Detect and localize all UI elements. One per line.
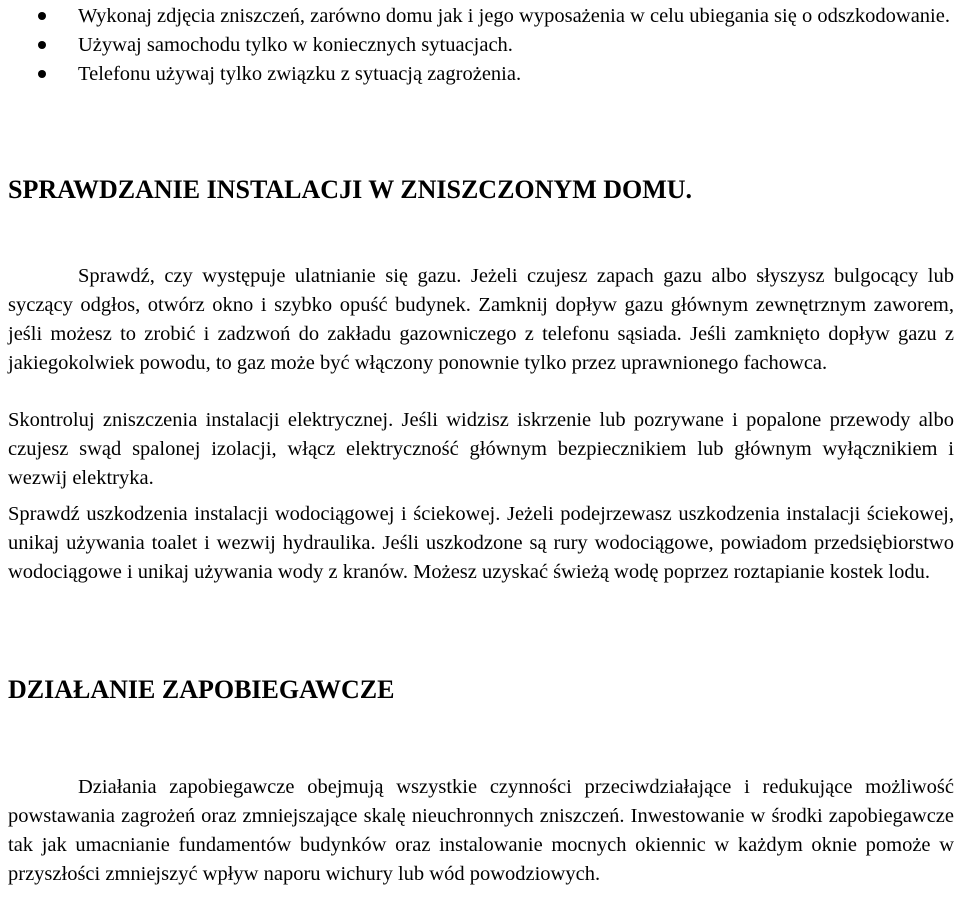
paragraph-water: Sprawdź uszkodzenia instalacji wodociągowej i ściekowej. Jeżeli podejrzewasz uszkodzenia instalacji ściekowej, unikaj używania toalet i wezwij hydraulika. Jeśli uszkodzone są rury wodociągowe, powiadom przedsiębiorstwo wodociągowe i unikaj używania wody z kranów. Możesz uzyskać świeżą wodę poprzez roztapianie kostek lodu. [8,503,954,583]
bullet-item-phone: Telefonu używaj tylko związku z sytuacją zagrożenia. [8,60,954,89]
paragraph-electrical: Skontroluj zniszczenia instalacji elektrycznej. Jeśli widzisz iskrzenie lub pozrywane i popalone przewody albo czujesz swąd spalonej izolacji, włącz elektryczność głównym bezpiecznikiem lub głównym wyłącznikiem i wezwij elektryka. [8,409,954,489]
bullet-item-car: Używaj samochodu tylko w koniecznych sytuacjach. [8,31,954,60]
advice-bullet-list [8,2,954,89]
paragraph-gas: Sprawdź, czy występuje ulatnianie się gazu. Jeżeli czujesz zapach gazu albo słyszysz bulgocący lub syczący odgłos, otwórz okno i szybko opuść budynek. Zamknij dopływ gazu głównym zewnętrznym zaworem, jeśli możesz to zrobić i zadzwoń do zakładu gazowniczego z telefonu sąsiada. Jeśli zamknięto dopływ gazu z jakiegokolwiek powodu, to gaz może być włączony ponownie tylko przez uprawnionego fachowca. [8,265,954,374]
bullet-item-photos: Wykonaj zdjęcia zniszczeń, zarówno domu jak i jego wyposażenia w celu ubiegania się o odszkodowanie. [8,2,954,31]
section-heading-installations: SPRAWDZANIE INSTALACJI W ZNISZCZONYM DOMU. [8,175,693,204]
paragraph-prevention: Działania zapobiegawcze obejmują wszystkie czynności przeciwdziałające i redukujące możliwość powstawania zagrożeń oraz zmniejszające skalę nieuchronnych zniszczeń. Inwestowanie w środki zapobiegawcze tak jak umacnianie fundamentów budynków oraz instalowanie mocnych okiennic w każdym oknie pomoże w przyszłości zmniejszyć wpływ naporu wichury lub wód powodziowych. [8,776,954,885]
section-heading-prevention: DZIAŁANIE ZAPOBIEGAWCZE [8,675,395,704]
